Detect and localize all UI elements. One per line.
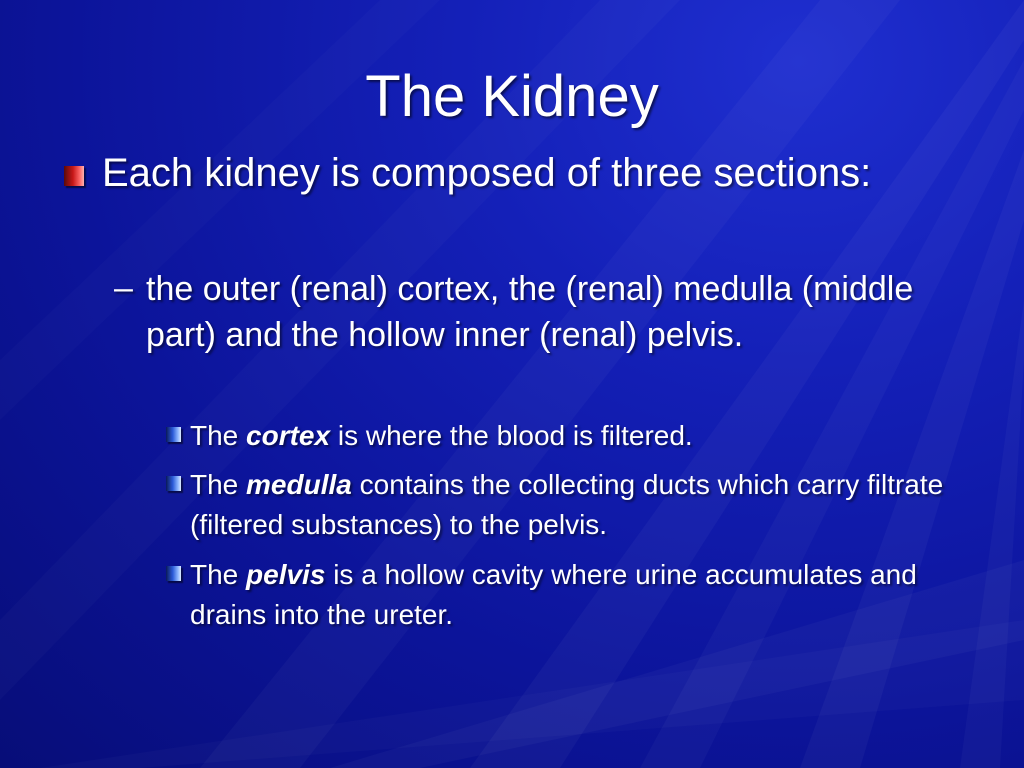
bullet-prefix: The (190, 420, 247, 451)
bullet-level-1: Each kidney is composed of three sections: (102, 151, 872, 195)
bullet-rest: contains the collecting ducts which carry filtrate (filtered substances) to the pelvis. (190, 469, 944, 540)
bullet-level-3 (190, 555, 970, 635)
blue-square-bullet-icon (166, 476, 181, 491)
bullet-rest: is where the blood is filtered. (330, 420, 693, 451)
bullet-term: cortex (246, 420, 331, 451)
bullet-term: pelvis (246, 559, 326, 590)
red-square-bullet-icon (64, 166, 84, 186)
bullet-prefix: The (190, 469, 247, 500)
bullet-rest: is a hollow cavity where urine accumulates and drains into the ureter. (190, 559, 917, 630)
bullet-level-3 (190, 416, 970, 456)
bullet-prefix: The (190, 559, 247, 590)
bullet-level-2: the outer (renal) cortex, the (renal) medulla (middle part) and the hollow inner (renal) pelvis. (146, 270, 914, 354)
dash-bullet: – (114, 269, 133, 307)
blue-square-bullet-icon (166, 427, 181, 442)
blue-square-bullet-icon (166, 566, 181, 581)
bullet-level-3 (190, 465, 970, 545)
bullet-term: medulla (246, 469, 352, 500)
slide-title: The Kidney (365, 64, 659, 129)
